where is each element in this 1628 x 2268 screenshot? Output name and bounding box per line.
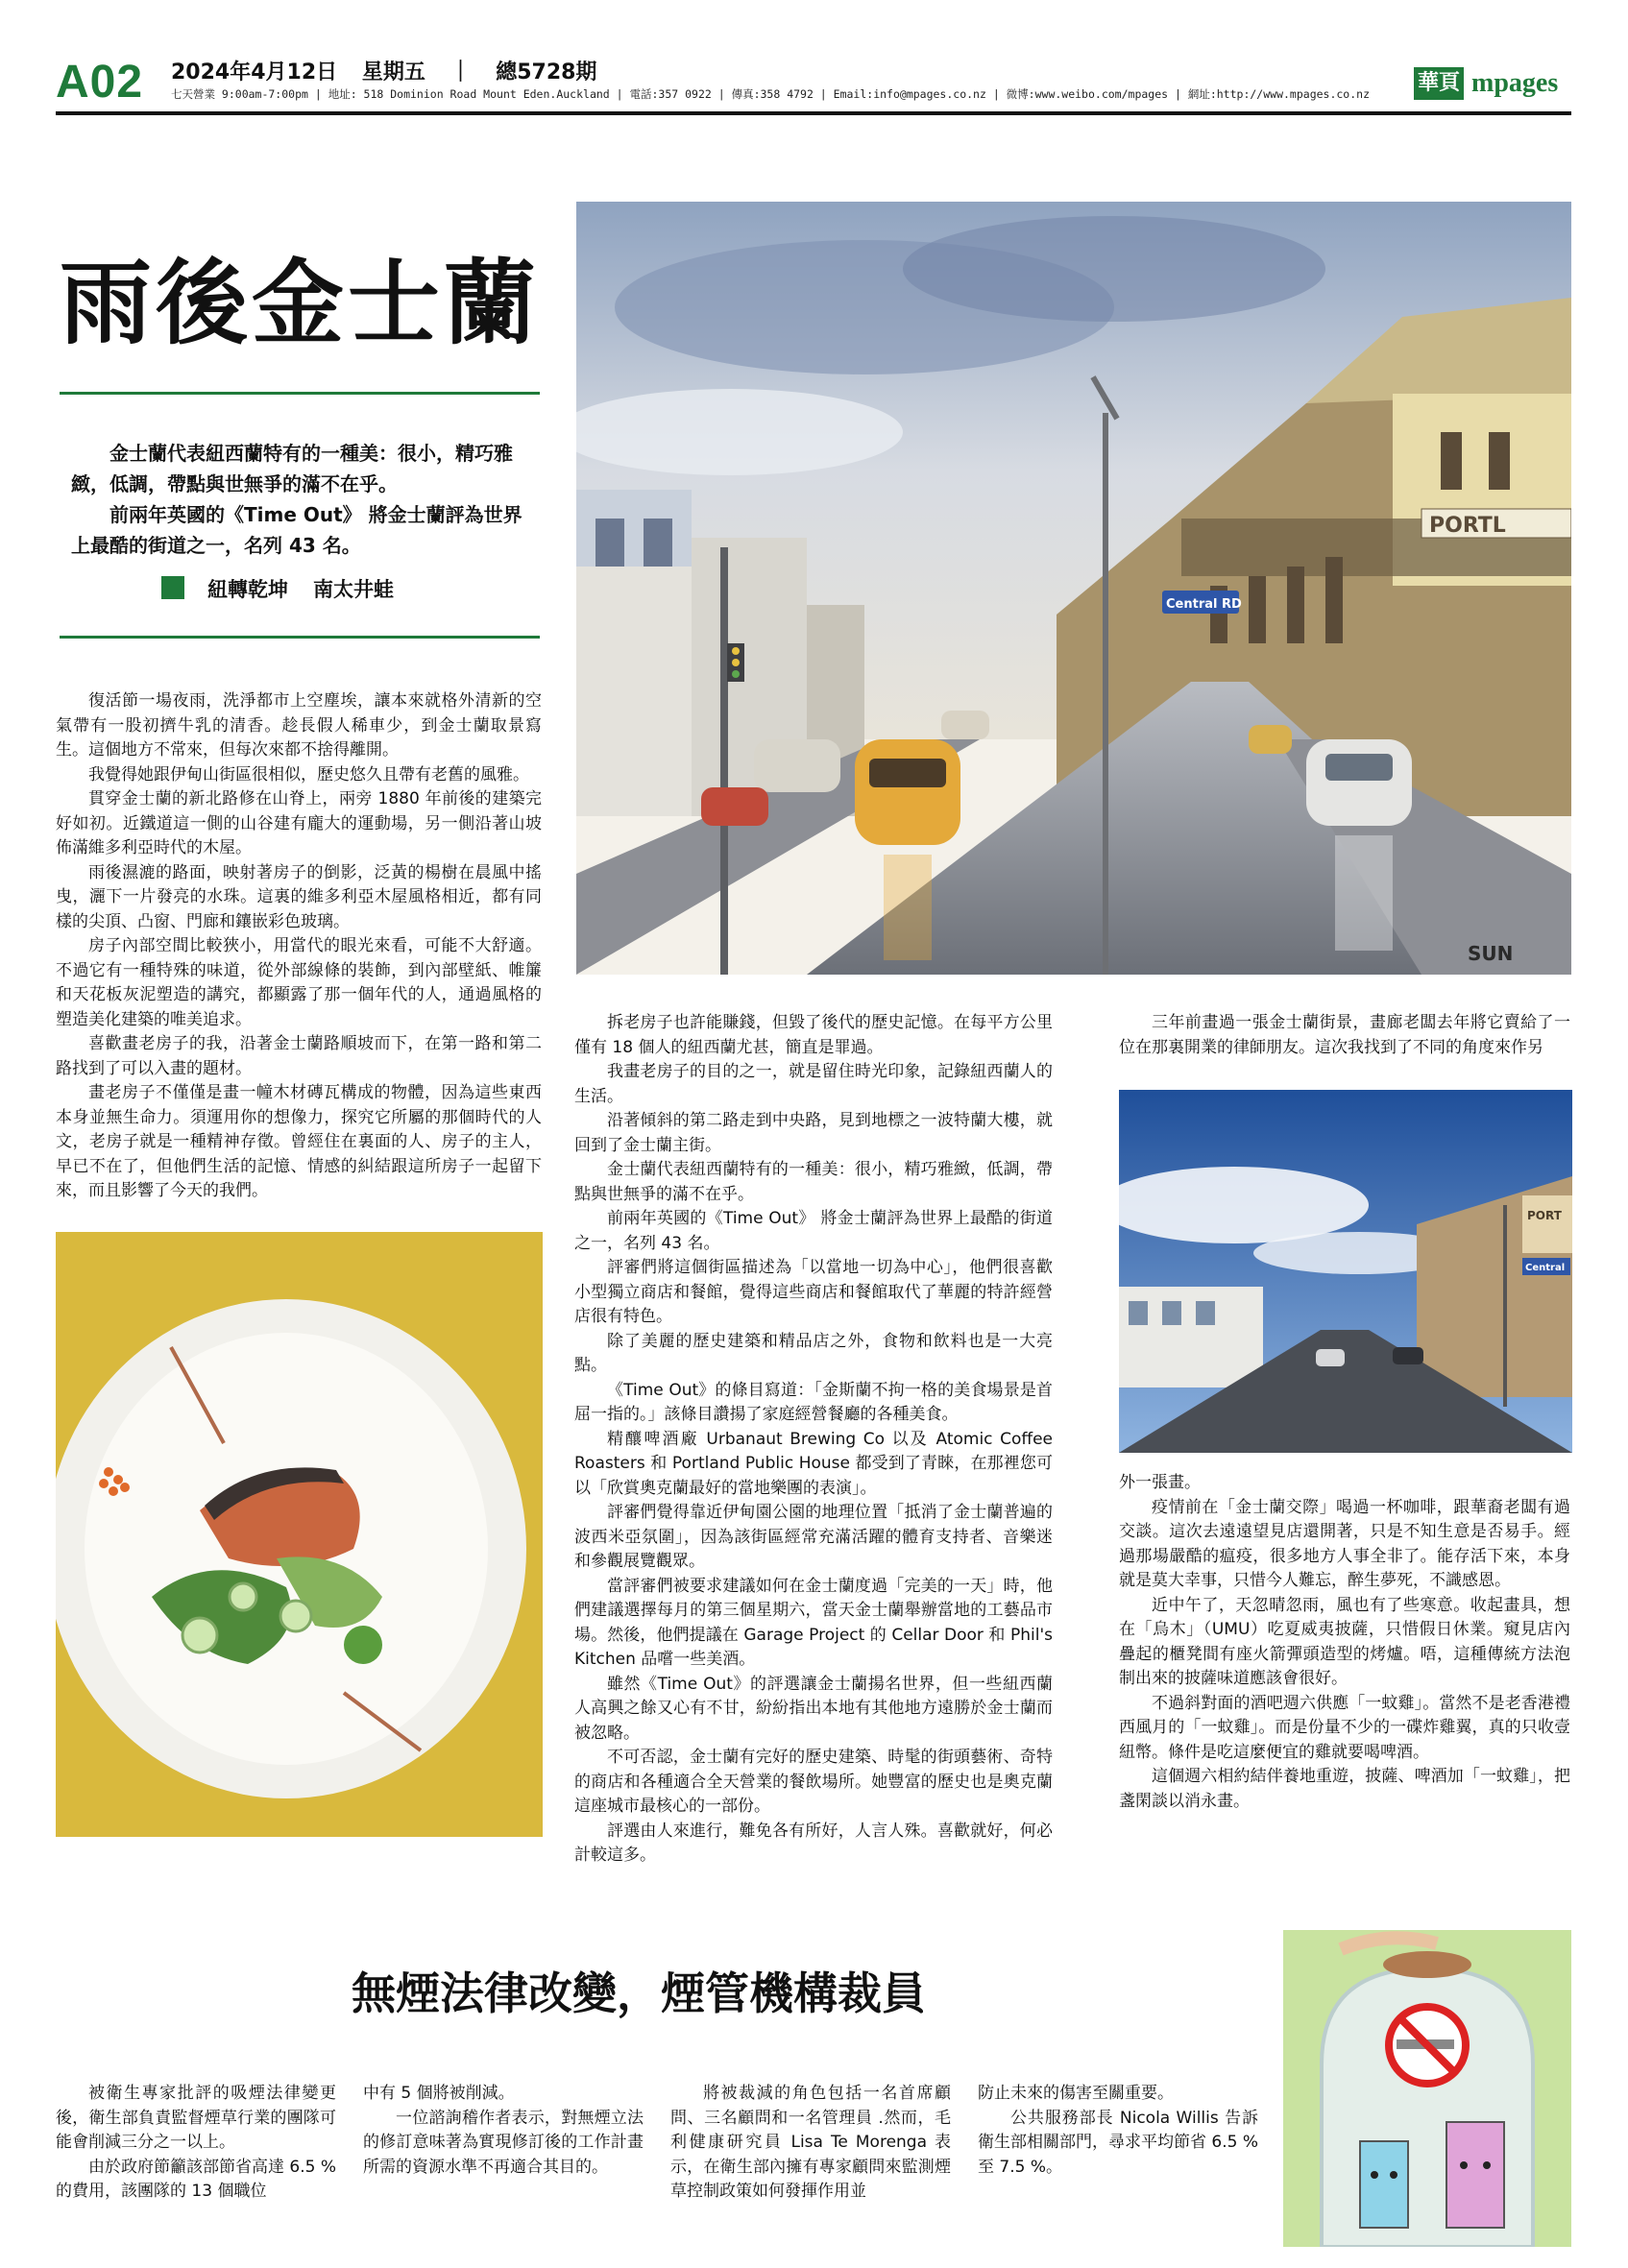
paragraph: 三年前畫過一張金士蘭街景，畫廊老闆去年將它賣給了一位在那裏開業的律師朋友。這次我找到了不同的角度來作另 bbox=[1119, 1013, 1570, 1057]
paragraph: 貫穿金士蘭的新北路修在山脊上，兩旁 1880 年前後的建築完好如初。近鐵道這一側的山谷建有龐大的運動場，另一側沿著山坡佈滿維多利亞時代的木屋。 bbox=[56, 789, 542, 857]
article-column-3-top bbox=[1119, 1011, 1570, 1060]
masthead-info-line: 七天營業 9:00am-7:00pm | 地址: 518 Dominion Road Mount Eden.Auckland | 電話:357 0922 | 傳真:358 4792 | Email:info@mpages.co.nz | 微博:www.weibo.com/mpages | 網址:http://www.mpages.co.nz bbox=[171, 87, 1371, 101]
paragraph: 我畫老房子的目的之一，就是留住時光印象，記錄紐西蘭人的生活。 bbox=[574, 1062, 1053, 1106]
paragraph: 將被裁減的角色包括一名首席顧問、三名顧問和一名管理員 .然而，毛利健康研究員 Lisa Te Morenga 表示，在衛生部內擁有專家顧問來監測煙草控制政策如何發揮作用並 bbox=[670, 2084, 951, 2201]
byline-author: 南太井蛙 bbox=[313, 578, 394, 601]
mpages-logo bbox=[1414, 67, 1567, 102]
sub-article-column-4 bbox=[978, 2082, 1258, 2180]
painting-street-sign: Central RD bbox=[1166, 597, 1242, 612]
sub-article-title: 無煙法律改變，煙管機構裁員 bbox=[352, 1967, 926, 2019]
title-rule-top bbox=[60, 392, 540, 395]
byline bbox=[161, 574, 394, 603]
painting-signature: SUN bbox=[1468, 942, 1514, 965]
issue-number: 總5728期 bbox=[496, 60, 597, 84]
article-title: 雨後金士蘭 bbox=[60, 249, 540, 357]
paragraph: 畫老房子不僅僅是畫一幢木材磚瓦構成的物體，因為這些東西本身並無生命力。須運用你的想像力，探究它所屬的那個時代的人文，老房子就是一種精神存徵。曾經住在裏面的人、房子的主人，早已不在了，但他們生活的記憶、情感的糾結跟這所房子一起留下來，而且影響了今天的我們。 bbox=[56, 1083, 542, 1200]
paragraph: 被衛生專家批評的吸煙法律變更後，衛生部負責監督煙草行業的團隊可能會削減三分之一以上。 bbox=[56, 2084, 336, 2152]
logo-chinese: 華頁 bbox=[1414, 67, 1464, 100]
paragraph: 當評審們被要求建議如何在金士蘭度過「完美的一天」時，他們建議選擇每月的第三個星期六，當天金士蘭舉辦當地的工藝品市場。然後，他們提議在 Garage Project 的 Cellar Door 和 Phil's Kitchen 品嚐一些美酒。 bbox=[574, 1576, 1053, 1669]
photo-street-sign: Central bbox=[1525, 1263, 1566, 1273]
paragraph: 《Time Out》的條目寫道：「金斯蘭不拘一格的美食場景是首屈一指的。」該條目讚揚了家庭經營餐廳的各種美食。 bbox=[574, 1380, 1053, 1424]
lead-paragraph: 前兩年英國的《Time Out》 將金士蘭評為世界上最酷的街道之一，名列 43 名。 bbox=[71, 503, 522, 557]
paragraph: 公共服務部長 Nicola Willis 告訴衛生部相關部門，尋求平均節省 6.5 %至 7.5 %。 bbox=[978, 2108, 1258, 2177]
photo-sign-portland: PORT bbox=[1527, 1209, 1562, 1222]
paragraph: 不過斜對面的酒吧週六供應「一蚊雞」。當然不是老香港禮西風月的「一蚊雞」。而是份量不少的一碟炸雞翼，真的只收壹紐幣。條件是吃這麼便宜的雞就要喝啤酒。 bbox=[1119, 1693, 1570, 1762]
kingsland-street-image bbox=[1119, 1090, 1572, 1453]
article-column-3-bottom bbox=[1119, 1471, 1570, 1814]
paragraph: 外一張畫。 bbox=[1119, 1473, 1201, 1492]
paragraph: 喜歡畫老房子的我，沿著金士蘭路順坡而下，在第一路和第二路找到了可以入畫的題材。 bbox=[56, 1034, 542, 1078]
paragraph: 防止未來的傷害至關重要。 bbox=[978, 2084, 1174, 2103]
article-column-1 bbox=[56, 689, 542, 1204]
paragraph: 金士蘭代表紐西蘭特有的一種美：很小，精巧雅緻，低調，帶點與世無爭的滿不在乎。 bbox=[574, 1160, 1053, 1204]
paragraph: 這個週六相約結伴養地重遊，披薩、啤酒加「一蚊雞」，把盞閑談以消永畫。 bbox=[1119, 1767, 1570, 1811]
food-photo bbox=[56, 1232, 543, 1837]
paragraph: 前兩年英國的《Time Out》 將金士蘭評為世界上最酷的街道之一，名列 43 名。 bbox=[574, 1209, 1053, 1253]
paragraph: 雖然《Time Out》的評選讓金士蘭揚名世界，但一些紐西蘭人高興之餘又心有不甘，紛紛指出本地有其他地方遠勝於金士蘭而被忽略。 bbox=[574, 1674, 1053, 1743]
sub-article-column-1 bbox=[56, 2082, 336, 2205]
painting-sign-portland: PORTL bbox=[1429, 514, 1506, 538]
cartoon-illustration bbox=[1283, 1930, 1571, 2247]
paragraph: 雨後濕漉的路面，映射著房子的倒影，泛黃的楊樹在晨風中搖曳，灑下一片發亮的水珠。這裏的維多利亞木屋風格相近，都有同樣的尖頂、凸窗、門廊和鑲嵌彩色玻璃。 bbox=[56, 862, 542, 931]
watercolor-painting bbox=[576, 202, 1571, 975]
page-number: A02 bbox=[56, 57, 144, 108]
paragraph: 我覺得她跟伊甸山街區很相似，歷史悠久且帶有老舊的風雅。 bbox=[88, 764, 529, 784]
street-photo bbox=[1119, 1090, 1572, 1453]
title-rule-bottom bbox=[60, 636, 540, 639]
masthead-rule bbox=[56, 111, 1571, 115]
sub-article-column-3 bbox=[670, 2082, 951, 2205]
paragraph: 精釀啤酒廠 Urbanaut Brewing Co 以及 Atomic Coffee Roasters 和 Portland Public House 都受到了青睞，在那裡您可以「欣賞奧克蘭最好的當地樂團的表演」。 bbox=[574, 1429, 1053, 1498]
paragraph: 除了美麗的歷史建築和精品店之外，食物和飲料也是一大亮點。 bbox=[574, 1331, 1053, 1375]
paragraph: 沿著傾斜的第二路走到中央路，見到地標之一波特蘭大樓，就回到了金士蘭主街。 bbox=[574, 1111, 1053, 1155]
paragraph: 拆老房子也許能賺錢，但毀了後代的歷史記憶。在每平方公里僅有 18 個人的紐西蘭尤甚，簡直是罪過。 bbox=[574, 1013, 1053, 1057]
paragraph: 疫情前在「金士蘭交際」喝過一杯咖啡，跟華裔老闆有過交談。這次去遠遠望見店還開著，只是不知生意是否易手。經過那場嚴酷的瘟疫，很多地方人事全非了。能存活下來，本身就是莫大幸事，只惜今人難忘，醉生夢死，不識感恩。 bbox=[1119, 1497, 1570, 1590]
paragraph: 評審們覺得靠近伊甸園公園的地理位置「抵消了金士蘭普遍的波西米亞氛圍」，因為該街區經常充滿活躍的體育支持者、音樂迷和參觀展覽觀眾。 bbox=[574, 1503, 1053, 1571]
paragraph: 房子內部空間比較狹小，用當代的眼光來看，可能不大舒適。不過它有一種特殊的味道，從外部線條的裝飾，到內部壁紙、帷簾和天花板灰泥塑造的講究，都顯露了那一個年代的人，通過風格的塑造美化建築的唯美追求。 bbox=[56, 936, 542, 1029]
paragraph: 由於政府節籲該部節省高達 6.5 %的費用，該團隊的 13 個職位 bbox=[56, 2157, 336, 2201]
masthead-dateline bbox=[171, 56, 614, 85]
logo-english: mpages bbox=[1471, 68, 1559, 98]
paragraph: 不可否認，金士蘭有完好的歷史建築、時髦的街頭藝術、奇特的商店和各種適合全天營業的餐飲場所。她豐富的歷史也是奧克蘭這座城市最核心的一部份。 bbox=[574, 1748, 1053, 1816]
paragraph: 一位諮詢稽作者表示，對無煙立法的修訂意味著為實現修訂後的工作計畫所需的資源水準不再適合其目的。 bbox=[363, 2108, 644, 2177]
paragraph: 評審們將這個街區描述為「以當地一切為中心」，他們很喜歡小型獨立商店和餐館，覺得這些商店和餐館取代了華麗的特許經營店很有特色。 bbox=[574, 1258, 1053, 1326]
paragraph: 復活節一場夜雨，洗淨都市上空塵埃，讓本來就格外清新的空氣帶有一股初擠牛乳的清香。趁長假人稀車少，到金士蘭取景寫生。這個地方不常來，但每次來都不捨得離開。 bbox=[56, 691, 542, 760]
issue-date: 2024年4月12日 bbox=[171, 60, 338, 84]
issue-weekday: 星期五 bbox=[361, 60, 425, 84]
salmon-dish-image bbox=[56, 1232, 543, 1837]
sub-article-column-2 bbox=[363, 2082, 644, 2180]
article-column-2 bbox=[574, 1011, 1053, 1869]
paragraph: 評選由人來進行，難免各有所好，人言人殊。喜歡就好，何必計較這多。 bbox=[574, 1821, 1053, 1865]
byline-column: 紐轉乾坤 bbox=[207, 578, 288, 601]
no-smoking-cartoon bbox=[1283, 1930, 1571, 2247]
byline-square-icon bbox=[161, 576, 184, 599]
lead-paragraph: 金士蘭代表紐西蘭特有的一種美：很小，精巧雅緻，低調，帶點與世無爭的滿不在乎。 bbox=[71, 442, 513, 495]
dateline-separator: ｜ bbox=[450, 60, 472, 84]
paragraph: 中有 5 個將被削減。 bbox=[363, 2084, 515, 2103]
painting-illustration bbox=[576, 202, 1571, 975]
article-lead bbox=[71, 438, 522, 561]
paragraph: 近中午了，天忽晴忽雨，風也有了些寒意。收起畫具，想在「烏木」（UMU）吃夏威夷披薩，只惜假日休業。窺見店內疊起的櫃凳間有座火箭彈頭造型的烤爐。唔，這種傳統方法泡制出來的披薩味道應該會很好。 bbox=[1119, 1595, 1570, 1688]
